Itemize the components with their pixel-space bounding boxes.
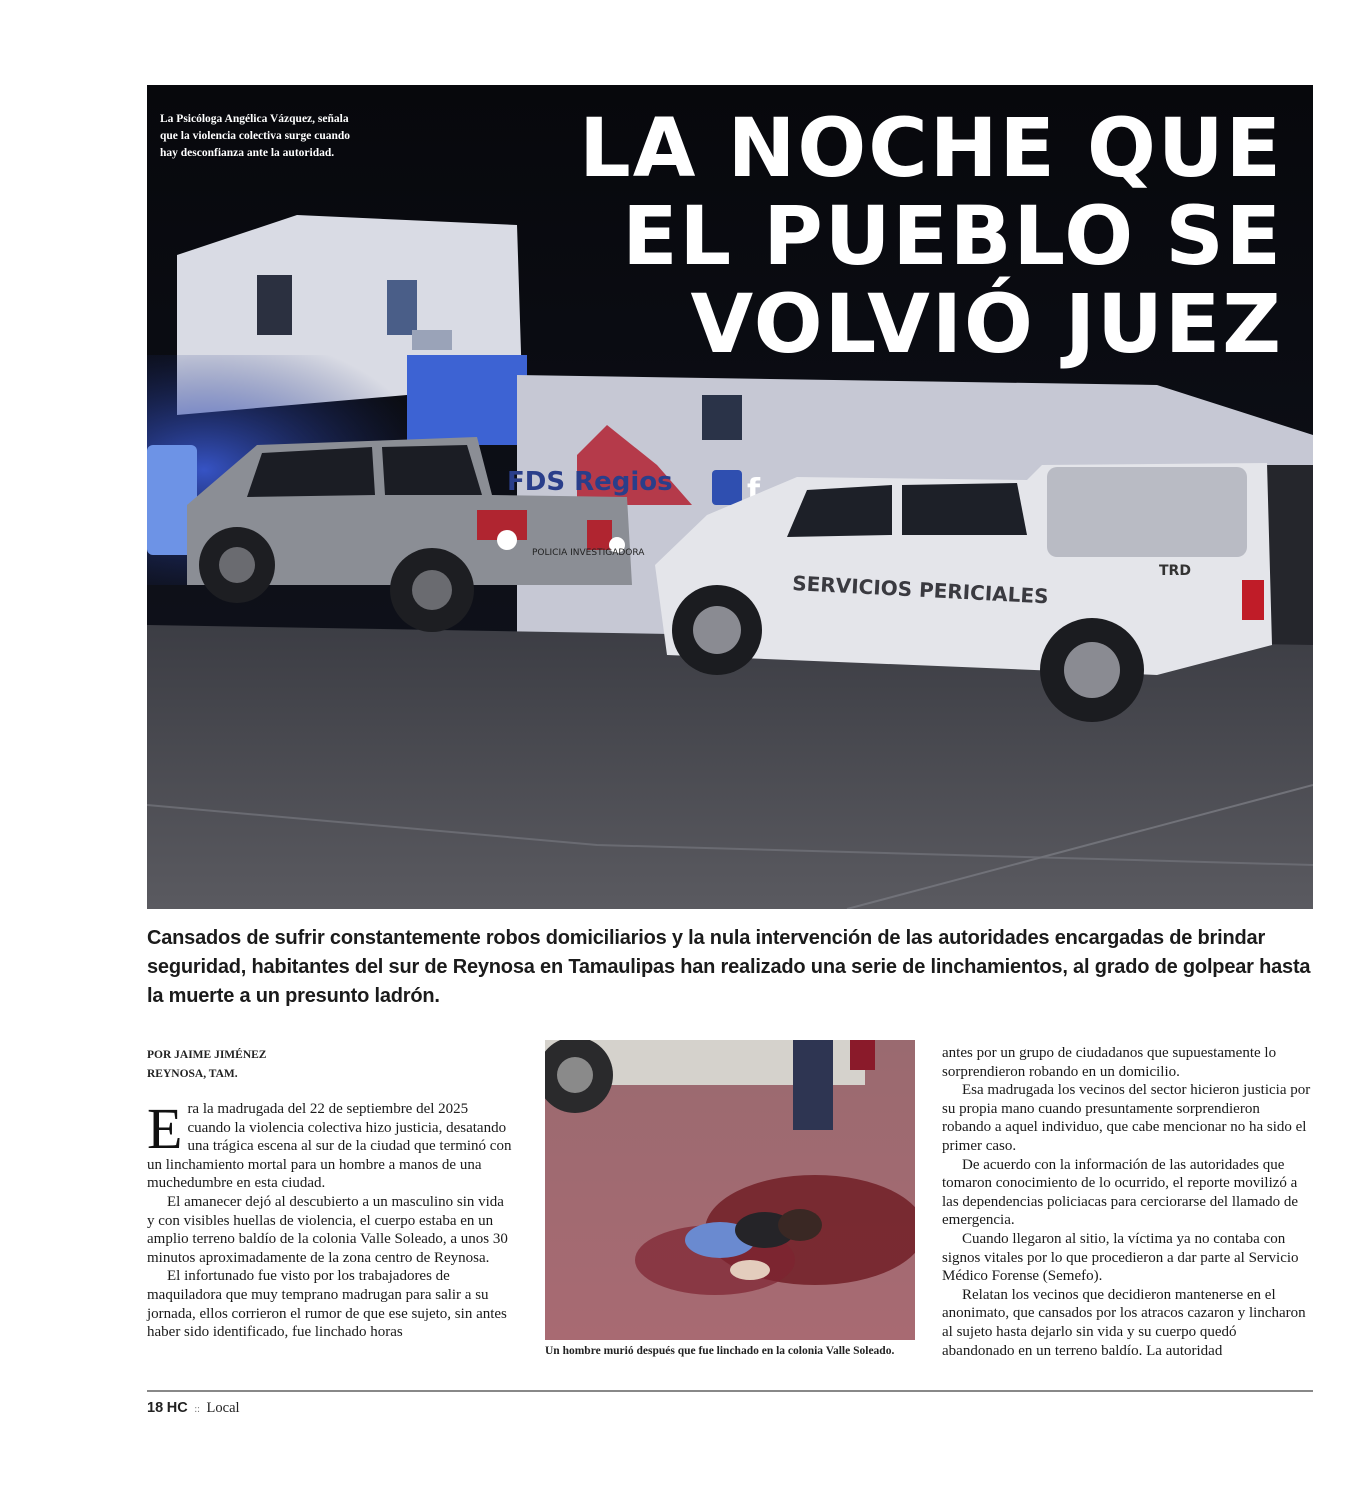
byline [147, 1046, 266, 1084]
paragraph-1 [147, 1096, 515, 1193]
paragraph-2: El amanecer dejó al descubierto a un masculino sin vida y con visibles huellas de violencia, el cuerpo estaba en un amplio terreno baldío de la colonia Valle Soleado, a unos 30 minutos aproximadamente de la zona centro de Reynosa. [147, 1193, 508, 1266]
paragraph-3: El infortunado fue visto por los trabajadores de maquiladora que muy temprano madrugan para salir a su jornada, ellos corrieron el rumor de que ese sujeto, sin antes haber sido identificado, fue linchado horas [147, 1268, 507, 1341]
inline-photo-caption: Un hombre murió después que fue linchado en la colonia Valle Soleado. [545, 1345, 895, 1357]
footer-separator: :: [194, 1404, 200, 1415]
dropcap: E [147, 1096, 183, 1161]
truck-right-badge: TRD [1159, 563, 1191, 579]
section-name: Local [206, 1400, 240, 1416]
paragraph-8: Relatan los vecinos que decidieron mantenerse en el anonimato, que cansados por los atracos cazaron y lincharon al sujeto hasta dejarlo sin vida y su cuerpo quedó abandonado en un terreno baldío. La autoridad [942, 1286, 1306, 1359]
article-column-1 [147, 1096, 515, 1342]
svg-text:f: f [747, 473, 761, 508]
headline-line-3: VOLVIÓ JUEZ [690, 278, 1283, 372]
wall-sign-text: FDS Regios [507, 467, 673, 497]
byline-author: POR JAIME JIMÉNEZ [147, 1049, 267, 1061]
paragraph-1-text: ra la madrugada del 22 de septiembre del 2025 cuando la violencia colectiva hizo justicia, desatando una trágica escena al sur de la ciudad que terminó con un linchamiento mortal para un hombre a manos de una muchedumbre en esta ciudad. [147, 1101, 512, 1192]
article-column-3 [942, 1044, 1312, 1360]
footer-rule [147, 1390, 1313, 1392]
publication-brand: HC [166, 1400, 188, 1416]
article-deck: Cansados de sufrir constantemente robos domiciliarios y la nula intervención de las autoridades encargadas de brindar seguridad, habitantes del sur de Reynosa en Tamaulipas han realizado una serie de linchamientos, al grado de golpear hasta la muerte a un presunto ladrón. [147, 927, 1311, 1007]
page-number: 18 [147, 1400, 164, 1416]
headline-line-1: LA NOCHE QUE [579, 102, 1283, 196]
hero-photo [147, 85, 1313, 909]
byline-location: REYNOSA, TAM. [147, 1068, 238, 1080]
hero-photo-caption: La Psicóloga Angélica Vázquez, señala que la violencia colectiva surge cuando hay desconfianza ante la autoridad. [160, 113, 351, 159]
page-footer [147, 1400, 240, 1417]
paragraph-6: De acuerdo con la información de las autoridades que tomaron conocimiento de lo ocurrido, el reporte movilizó a las dependencias policiacas para cerciorarse del llamado de emergencia. [942, 1156, 1299, 1229]
inline-photo [545, 1040, 915, 1340]
truck-right-label: SERVICIOS PERICIALES [791, 571, 1050, 609]
paragraph-7: Cuando llegaron al sitio, la víctima ya no contaba con signos vitales por lo que procedieron a dar parte al Servicio Médico Forense (Semefo). [942, 1230, 1299, 1285]
headline-line-2: EL PUEBLO SE [622, 190, 1283, 284]
paragraph-5: Esa madrugada los vecinos del sector hicieron justicia por su propia mano cuando presuntamente sorprendieron robando a aquel individuo, que cabe mencionar no ha sido el primer caso. [942, 1082, 1311, 1154]
crime-scene-illustration [545, 1040, 915, 1340]
paragraph-4: antes por un grupo de ciudadanos que supuestamente lo sorprendieron robando en un domicilio. [942, 1045, 1277, 1080]
headline [579, 102, 1283, 372]
truck-left-label: POLICIA INVESTIGADORA [532, 548, 645, 558]
